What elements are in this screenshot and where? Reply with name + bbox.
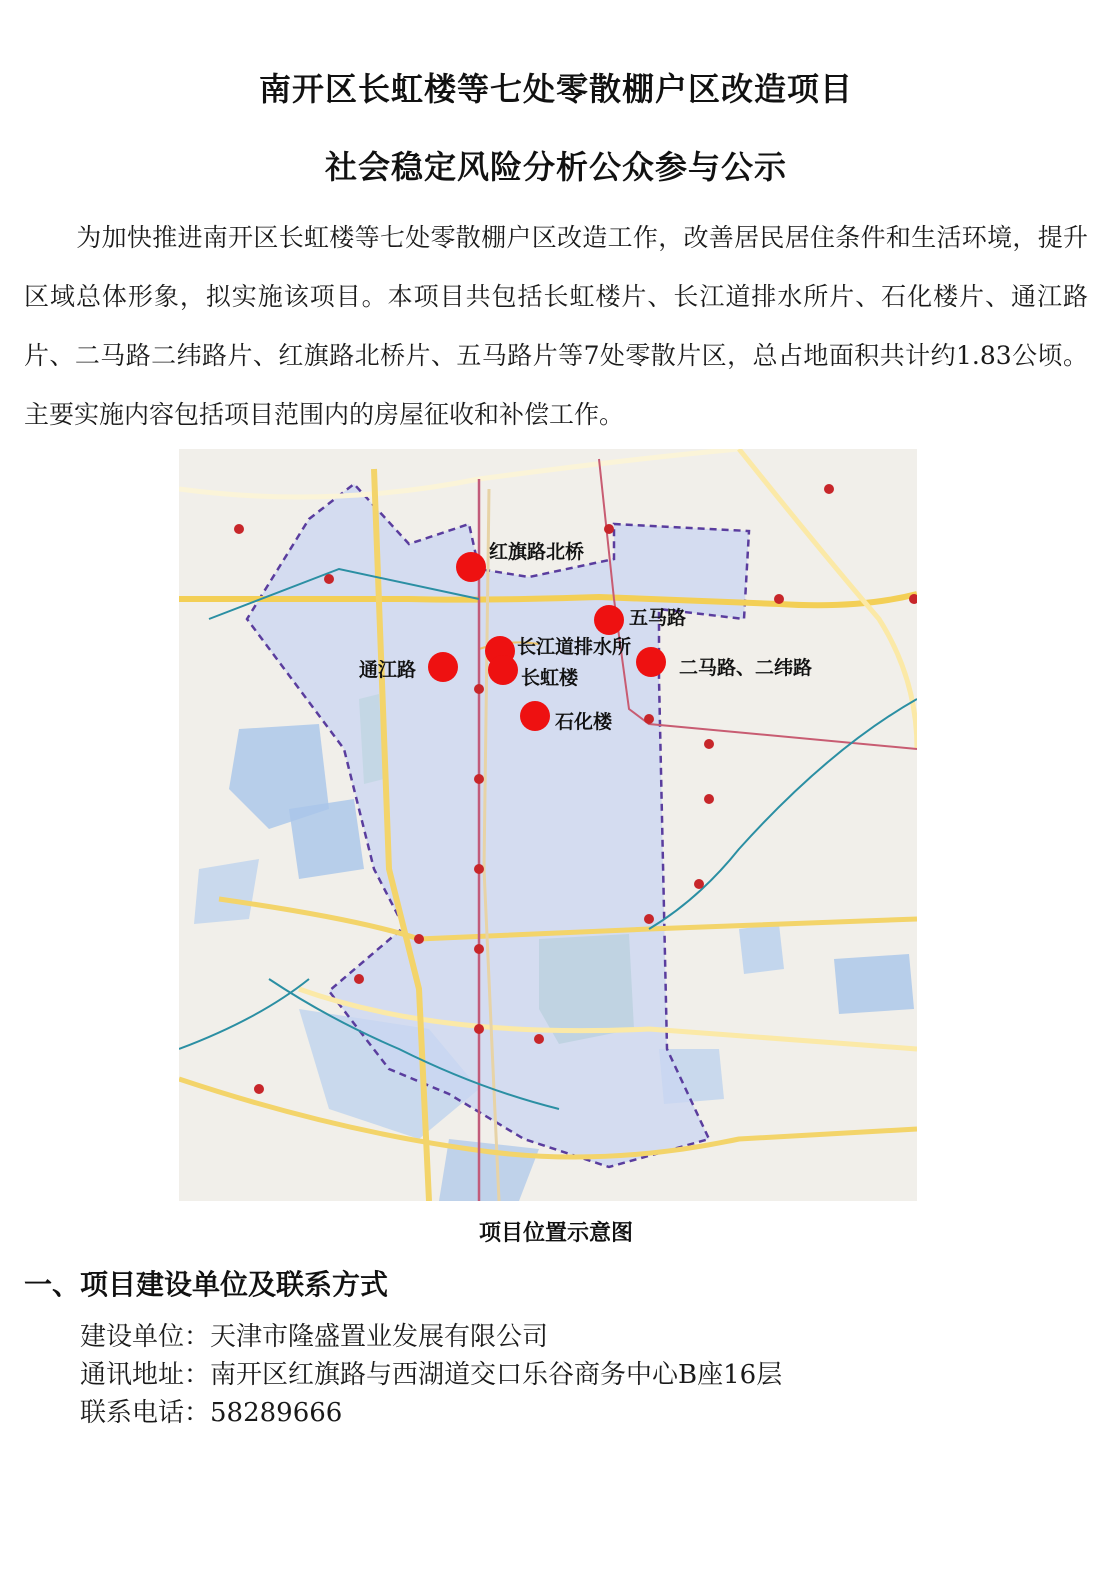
marker-label-changhonglou: 长虹楼 xyxy=(521,667,579,689)
builder-line: 建设单位：天津市隆盛置业发展有限公司 xyxy=(80,1322,549,1352)
marker-changhonglou xyxy=(488,655,518,685)
intro-paragraph xyxy=(24,208,1088,444)
marker-label-hongqilu-beiqiao: 红旗路北桥 xyxy=(489,541,585,563)
marker-wumalu xyxy=(594,605,624,635)
marker-label-wumalu: 五马路 xyxy=(629,607,687,629)
intro-text: 为加快推进南开区长虹楼等七处零散棚户区改造工作，改善居民居住条件和生活环境，提升区域总体形象，拟实施该项目。本项目共包括长虹楼片、长江道排水所片、石化楼片、通江路片、二马路二纬路片、红旗路北桥片、五马路片等7处零散片区，总占地面积共计约1.83公顷。主要实施内容包括项目范围内的房屋征收和补偿工作。 xyxy=(24,223,1088,429)
marker-label-changjiangdao: 长江道排水所 xyxy=(517,636,632,658)
phone-line: 联系电话：58289666 xyxy=(80,1398,343,1428)
marker-shihualou xyxy=(520,701,550,731)
document-title-line1: 南开区长虹楼等七处零散棚户区改造项目 xyxy=(258,70,853,108)
marker-label-tongjianglu: 通江路 xyxy=(359,659,417,681)
marker-hongqilu-beiqiao xyxy=(456,552,486,582)
map-caption: 项目位置示意图 xyxy=(478,1221,633,1246)
marker-label-shihualou: 石化楼 xyxy=(555,711,613,733)
marker-label-ermalu-erweilu: 二马路、二纬路 xyxy=(679,657,813,679)
marker-tongjianglu xyxy=(428,652,458,682)
project-location-map xyxy=(179,449,917,1201)
document-title-line2: 社会稳定风险分析公众参与公示 xyxy=(324,148,787,186)
section-heading: 一、项目建设单位及联系方式 xyxy=(24,1268,389,1301)
marker-ermalu-erweilu xyxy=(636,647,666,677)
address-line: 通讯地址：南开区红旗路与西湖道交口乐谷商务中心B座16层 xyxy=(80,1360,783,1390)
